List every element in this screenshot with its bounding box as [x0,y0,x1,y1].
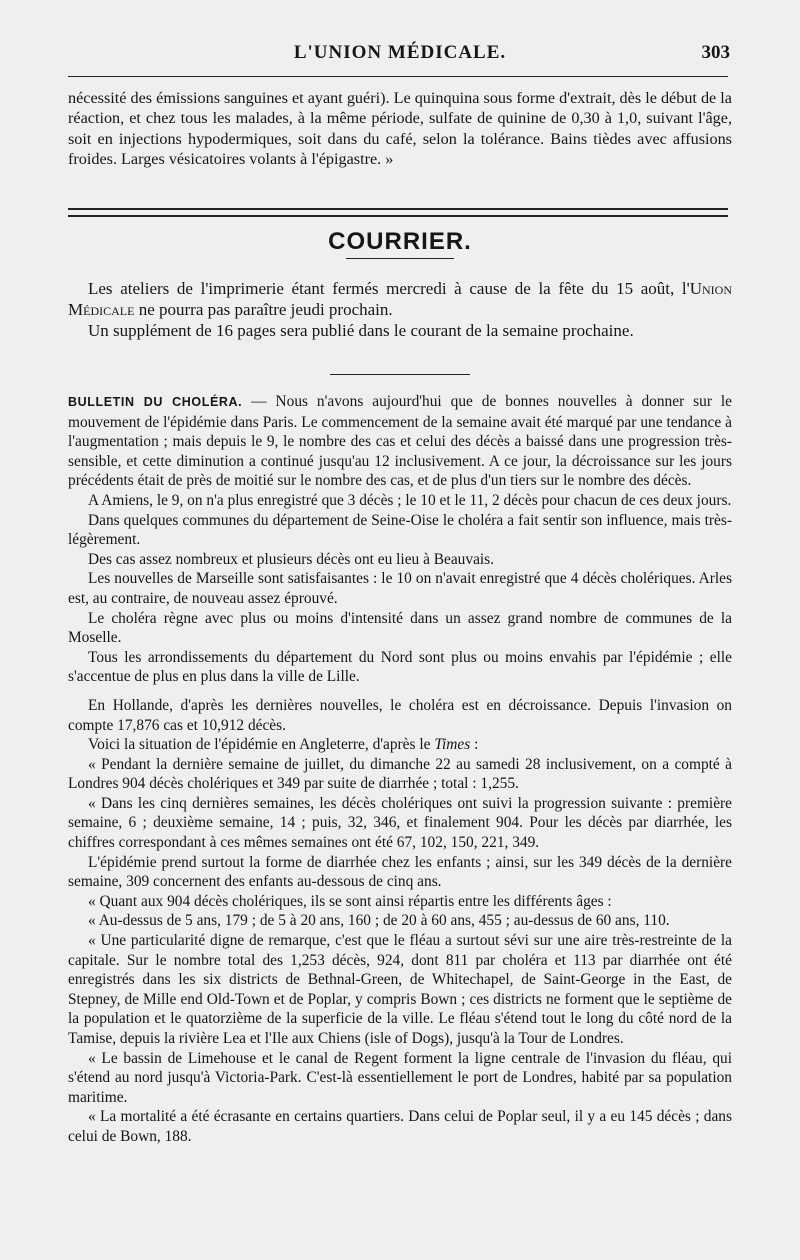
bulletin-paragraph: Le choléra règne avec plus ou moins d'intensité dans un assez grand nombre de communes de la Moselle. [68,609,732,647]
title-underline [346,258,454,259]
bulletin-paragraph: Dans quelques communes du département de Seine-Oise le choléra a fait sentir son influence, mais très-légèrement. [68,511,732,549]
notice-divider [330,374,470,375]
quote-paragraph: « Quant aux 904 décès cholériques, ils se sont ainsi répartis entre les différents âges : [88,892,612,910]
notice-paragraph-1 [68,278,732,320]
quote-paragraph: « La mortalité a été écrasante en certains quartiers. Dans celui de Poplar seul, il y a eu 145 décès ; dans celui de Bown, 188. [68,1108,732,1145]
bulletin-paragraph: Les nouvelles de Marseille sont satisfaisantes : le 10 on n'avait enregistré que 4 décès cholériques. Arles est, au contraire, de nouveau assez éprouvé. [68,570,732,607]
bulletin-paragraph: Des cas assez nombreux et plusieurs décès ont eu lieu à Beauvais. [88,550,495,568]
bulletin-lead: — Nous n'avons aujourd'hui que de bonnes nouvelles à donner sur le mouvement de l'épidémie dans Paris. Le commencement de la semaine avait été marqué par une tendance à l'augmentation ; mais depuis le 9, le nombre des cas et celui des décès a baissé dans une progression très-sensible, et cette diminution a continué jusqu'au 12 inclusivement. A ce jour, la décroissance sur les jours précédents était de près de moitié sur le nombre des cas, et de plus d'un tiers sur le nombre des décès. [68,393,732,490]
running-head [0,40,800,68]
quote-paragraph: « Une particularité digne de remarque, c'est que le fléau a surtout sévi sur une aire très-restreinte de la capitale. Sur le nombre total des 1,253 décès, 924, dont 811 par choléra et 113 par diarrhée ont été enregistrés dans les six districts de Bethnal-Green, de Whitechapel, de Saint-George in the East, de Stepney, de Mille end Old-Town et de Poplar, y compris Bown ; ces districts ne forment que le septième de la population et le quatorzième de la superficie de la ville. Le fléau s'étend tout le long du côté nord de la Tamise, depuis la rivière Lea et l'Ile aux Chiens (isle of Dogs), jusqu'à la Tour de Londres. [68,932,732,1047]
quote-paragraph: « Pendant la dernière semaine de juillet, du dimanche 22 au samedi 28 inclusivement, on a compté à Londres 904 décès cholériques et 349 par suite de diarrhée ; total : 1,255. [68,755,732,793]
notice-paragraph-2: Un supplément de 16 pages sera publié dans le courant de la semaine prochaine. [88,321,634,340]
bulletin-block [68,392,732,1147]
notice-text-end: ne pourra pas paraître jeudi prochain. [134,300,393,319]
holland-paragraph: En Hollande, d'après les dernières nouvelles, le choléra est en décroissance. Depuis l'invasion on compte 17,876 cas et 10,912 décès. [68,696,732,734]
bulletin-lead-paragraph [68,392,732,491]
section-divider [68,208,728,217]
quote-paragraph: « Dans les cinq dernières semaines, les décès cholériques ont suivi la progression suivante : première semaine, 6 ; deuxième semaine, 14 ; puis, 32, 346, et finalement 904. Pour les décès par diarrhée, les chiffres correspondant à ces mêmes semaines ont été 67, 102, 150, 221, 349. [68,794,732,852]
journal-name: Union Médicale [68,279,732,319]
bulletin-paragraph: A Amiens, le 9, on n'a plus enregistré que 3 décès ; le 10 et le 11, 2 décès pour chacun de ces deux jours. [88,491,732,509]
page-number: 303 [701,42,730,63]
paragraph-gap [68,687,732,696]
times-source: Times [434,736,471,754]
england-intro-start: Voici la situation de l'épidémie en Angleterre, d'après le [88,736,435,754]
england-intro [68,735,732,755]
quote-paragraph: « Au-dessus de 5 ans, 179 ; de 5 à 20 ans, 160 ; de 20 à 60 ans, 455 ; au-dessus de 60 ans, 110. [88,912,670,930]
bulletin-label: BULLETIN DU CHOLÉRA. [68,395,243,409]
intro-block [68,88,732,170]
quote-paragraph: « Le bassin de Limehouse et le canal de Regent forment la ligne centrale de l'invasion du fléau, qui s'étend au nord jusqu'à Victoria-Park. C'est-là essentiellement le port de Londres, habité par sa population maritime. [68,1049,732,1106]
journal-title: L'UNION MÉDICALE. [293,42,507,63]
england-intro-end: : [470,736,479,754]
header-rule [68,76,728,77]
intro-paragraph: nécessité des émissions sanguines et ayant guéri). Le quinquina sous forme d'extrait, dès le début de la réaction, et chez tous les malades, à la même période, sulfate de quinine de 0,30 à 1,0, suivant l'âge, soit en injections hypodermiques, soit dans du café, selon la tolérance. Bains tièdes avec affusions froides. Larges vésicatoires volants à l'épigastre. » [68,89,732,169]
notice-block [68,278,732,341]
section-title: COURRIER. [328,228,472,255]
quote-paragraph: L'épidémie prend surtout la forme de diarrhée chez les enfants ; ainsi, sur les 349 décès de la dernière semaine, 309 concernent des enfants au-dessous de cinq ans. [68,853,732,891]
bulletin-paragraph: Tous les arrondissements du département du Nord sont plus ou moins envahis par l'épidémie ; elle s'accentue de plus en plus dans la ville de Lille. [68,648,732,686]
notice-text-start: Les ateliers de l'imprimerie étant fermés mercredi à cause de la fête du 15 août, l' [88,279,690,298]
